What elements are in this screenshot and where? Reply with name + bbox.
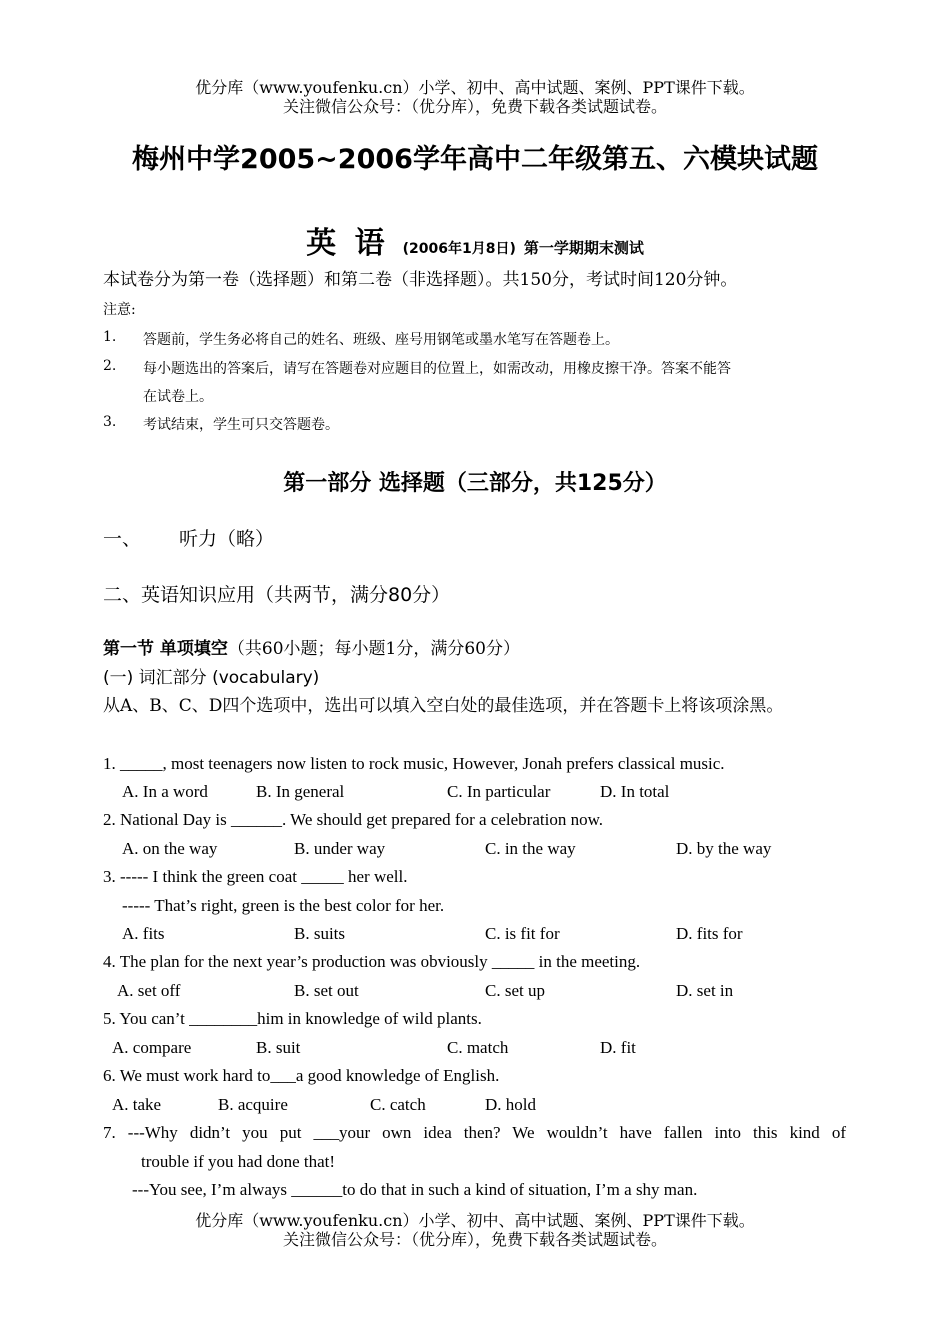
section-knowledge: 二、英语知识应用（共两节，满分80分） [103, 584, 451, 606]
option-d: D. by the way [676, 839, 772, 858]
option-b: B. set out [294, 981, 359, 1000]
notice-num: 2. [103, 358, 117, 374]
option-b: B. suits [294, 924, 346, 943]
notice-num: 3. [103, 414, 117, 430]
question-stem: 7. ---Why didn’t you put ___your own idea then? We wouldn’t have fallen into this kind of [103, 1123, 846, 1142]
option-d: D. In total [600, 782, 670, 801]
question-stem-cont: trouble if you had done that! [141, 1152, 336, 1171]
page-header [0, 78, 950, 116]
option-c: C. set up [485, 981, 545, 1000]
section-label: 听力（略） [179, 528, 275, 550]
part-one-heading: 第一部分 选择题（三部分，共125分） [283, 471, 667, 496]
option-a: A. take [112, 1095, 162, 1114]
subject-line [0, 218, 950, 262]
option-c: C. catch [370, 1095, 426, 1114]
header-line-1: 优分库（www.youfenku.cn）小学、初中、高中试题、案例、PPT课件下载。 [195, 78, 755, 97]
option-b: B. In general [256, 782, 345, 801]
header-line-2: 关注微信公众号：（优分库），免费下载各类试题试卷。 [282, 97, 667, 116]
option-c: C. In particular [447, 782, 551, 801]
vocab-heading: (一) 词汇部分 (vocabulary) [103, 668, 320, 688]
intro-text: 本试卷分为第一卷（选择题）和第二卷（非选择题）。共150分，考试时间120分钟。 [103, 270, 738, 290]
exam-type: 第一学期期末测试 [523, 239, 644, 257]
section-number: 一、 [103, 528, 142, 550]
option-a: A. set off [117, 981, 181, 1000]
page-footer [0, 1211, 950, 1249]
notice-text: 每小题选出的答案后，请写在答题卷对应题目的位置上，如需改动，用橡皮擦干净。答案不能答 [143, 361, 731, 377]
exam-date: (2006年1月8日) [402, 241, 516, 257]
notice-text: 答题前，学生务必将自己的姓名、班级、座号用钢笔或墨水笔写在答题卷上。 [143, 332, 619, 348]
option-c: C. in the way [485, 839, 576, 858]
question-stem-cont: ---You see, I’m always ______to do that in such a kind of situation, I’m a shy man. [132, 1180, 698, 1199]
notice-num: 1. [103, 329, 117, 345]
option-a: A. In a word [122, 782, 208, 801]
exam-title: 梅州中学2005~2006学年高中二年级第五、六模块试题 [132, 144, 818, 175]
option-b: B. suit [256, 1038, 301, 1057]
option-d: D. fits for [676, 924, 743, 943]
option-a: A. compare [112, 1038, 192, 1057]
option-b: B. under way [294, 839, 386, 858]
footer-line-1: 优分库（www.youfenku.cn）小学、初中、高中试题、案例、PPT课件下载。 [195, 1211, 755, 1230]
option-a: A. on the way [122, 839, 218, 858]
footer-line-2: 关注微信公众号：（优分库），免费下载各类试题试卷。 [282, 1230, 667, 1249]
section-1-rest: （共60小题；每小题1分，满分60分） [227, 639, 521, 659]
question-stem: 6. We must work hard to___a good knowledge of English. [103, 1066, 500, 1085]
question-stem: 3. ----- I think the green coat _____ her well. [103, 867, 408, 886]
subject-name: 英 语 [306, 226, 389, 261]
option-d: D. fit [600, 1038, 636, 1057]
notice-text: 考试结束，学生可只交答题卷。 [143, 417, 339, 433]
question-stem: 2. National Day is ______. We should get prepared for a celebration now. [103, 810, 603, 829]
section-1-heading [103, 637, 520, 661]
question-stem: 1. _____, most teenagers now listen to rock music, However, Jonah prefers classical music. [103, 754, 725, 773]
section-listening [103, 524, 274, 551]
notice-label: 注意: [103, 302, 136, 318]
option-d: D. hold [485, 1095, 536, 1114]
section-1-label: 第一节 单项填空 [103, 639, 228, 659]
question-stem: 5. You can’t ________him in knowledge of wild plants. [103, 1009, 482, 1028]
question-stem: 4. The plan for the next year’s production was obviously _____ in the meeting. [103, 952, 641, 971]
option-c: C. is fit for [485, 924, 560, 943]
option-b: B. acquire [218, 1095, 288, 1114]
option-d: D. set in [676, 981, 734, 1000]
notice-text-cont: 在试卷上。 [143, 389, 213, 405]
option-a: A. fits [122, 924, 165, 943]
instruction-text: 从A、B、C、D四个选项中，选出可以填入空白处的最佳选项，并在答题卡上将该项涂黑。 [103, 696, 784, 716]
option-c: C. match [447, 1038, 509, 1057]
question-stem-cont: ----- That’s right, green is the best color for her. [122, 896, 445, 915]
